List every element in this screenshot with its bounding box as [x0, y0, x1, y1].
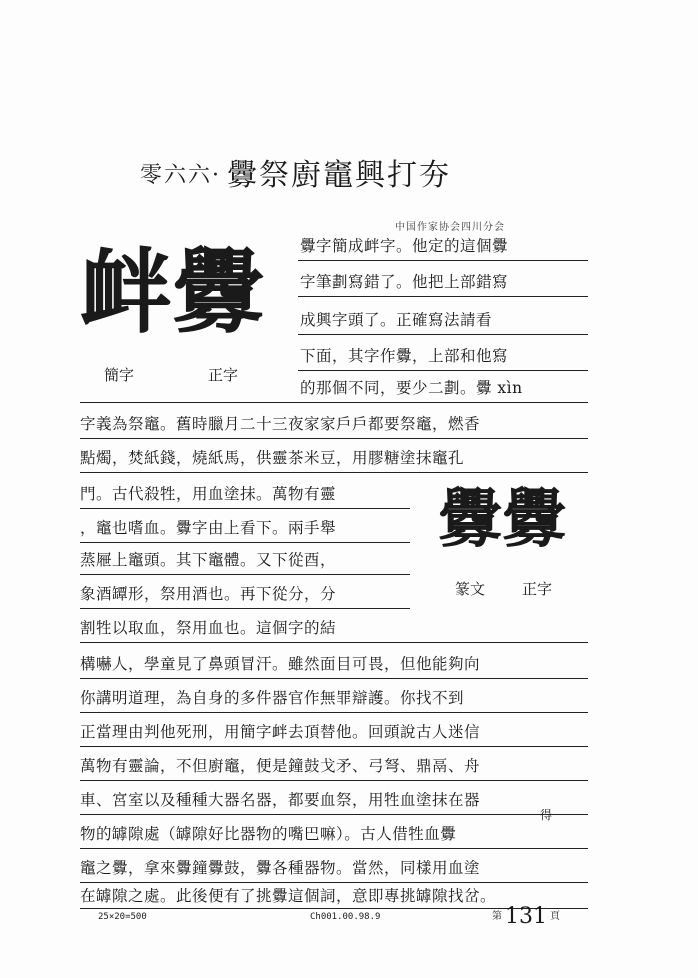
page-title: [140, 150, 540, 194]
entry-number: 零六六·: [140, 163, 221, 188]
ruled-line: [298, 260, 588, 261]
text-line: 構嚇人，學童見了鼻頭冒汗。雖然面目可畏，但他能夠向: [80, 655, 481, 673]
text-line: 蒸屜上竈頭。其下竈體。又下從酉，: [80, 551, 337, 569]
publisher-stamp: 中国作家协会四川分会: [395, 222, 505, 233]
grid-spec: 25×20=500: [98, 912, 147, 922]
standard-label: 正字: [208, 366, 239, 384]
text-line: 成興字頭了。正確寫法請看: [300, 311, 493, 329]
ruled-line: [80, 438, 588, 439]
page-suffix: 頁: [550, 911, 560, 922]
text-line: 在罅隙之處。此後便有了挑釁這個詞，意即專挑罅隙找岔。: [80, 887, 497, 905]
standard-char: 釁: [172, 238, 265, 346]
ruled-line: [80, 402, 588, 403]
text-line: 象酒罈形，祭用酒也。再下從分，分: [80, 585, 337, 603]
simplified-char: 衅: [80, 238, 173, 346]
margin-correction: 得: [540, 808, 553, 822]
text-line: 割牲以取血，祭用血也。這個字的結: [80, 619, 337, 637]
ruled-line: [80, 882, 588, 883]
seal-label: 篆文: [455, 580, 486, 598]
text-line: 竈之釁，拿來釁鐘釁鼓，釁各種器物。當然，同樣用血塗: [80, 859, 481, 877]
text-line: 字筆劃寫錯了。他把上部錯寫: [300, 273, 509, 291]
ruled-line: [298, 370, 588, 371]
text-line: 點燭，焚紙錢，燒紙馬，供靈茶米豆，用膠糖塗抹竈孔: [80, 449, 465, 467]
ruled-line: [80, 642, 588, 643]
text-line: 車、宮室以及種種大器名器，都要血祭，用牲血塗抹在器: [80, 791, 481, 809]
ruled-line: [80, 712, 588, 713]
illustration-simplified-vs-standard: [80, 232, 290, 372]
standard-char-2: 釁: [502, 482, 566, 557]
ruled-line: [80, 472, 588, 473]
ruled-line: [80, 608, 410, 609]
text-line: 的那個不同，要少二劃。釁 xìn: [300, 379, 523, 397]
page-prefix: 第: [492, 911, 502, 922]
standard-label-2: 正字: [522, 580, 553, 598]
illustration-seal-vs-standard: [438, 470, 588, 580]
text-line: 正當理由判他死刑，用簡字衅去頂替他。回頭說古人迷信: [80, 723, 481, 741]
ruled-line: [80, 848, 588, 849]
ruled-line: [298, 296, 588, 297]
page-number-value: 131: [505, 904, 547, 929]
text-line: ，竈也嗜血。釁字由上看下。兩手舉: [80, 519, 337, 537]
entry-title: 釁祭廚竈興打夯: [227, 158, 451, 193]
ruled-line: [80, 574, 410, 575]
ruled-line: [80, 508, 410, 509]
ruled-line: [80, 814, 588, 815]
text-line: 萬物有靈論，不但廚竈，便是鐘鼓戈矛、弓弩、鼎鬲、舟: [80, 757, 481, 775]
text-line: 物的罅隙處（罅隙好比器物的嘴巴嘛）。古人借牲血釁: [80, 825, 457, 843]
ruled-line: [80, 678, 588, 679]
text-line: 下面，其字作釁，上部和他寫: [300, 347, 509, 365]
ruled-line: [298, 334, 588, 335]
text-line: 門。古代殺牲，用血塗抹。萬物有靈: [80, 485, 337, 503]
ruled-line: [80, 746, 588, 747]
page-number: [492, 904, 560, 929]
ruled-line: [80, 542, 410, 543]
seal-script-char: 釁: [438, 482, 502, 557]
text-line: 字義為祭竈。舊時臘月二十三夜家家戶戶都要祭竈，燃香: [80, 415, 481, 433]
text-line: 釁字簡成衅字。他定的這個釁: [300, 237, 509, 255]
form-code: Ch001.00.98.9: [310, 912, 381, 922]
simplified-label: 簡字: [104, 366, 135, 384]
text-line: 你講明道理，為自身的多件器官作無罪辯護。你找不到: [80, 689, 465, 707]
ruled-line: [80, 780, 588, 781]
